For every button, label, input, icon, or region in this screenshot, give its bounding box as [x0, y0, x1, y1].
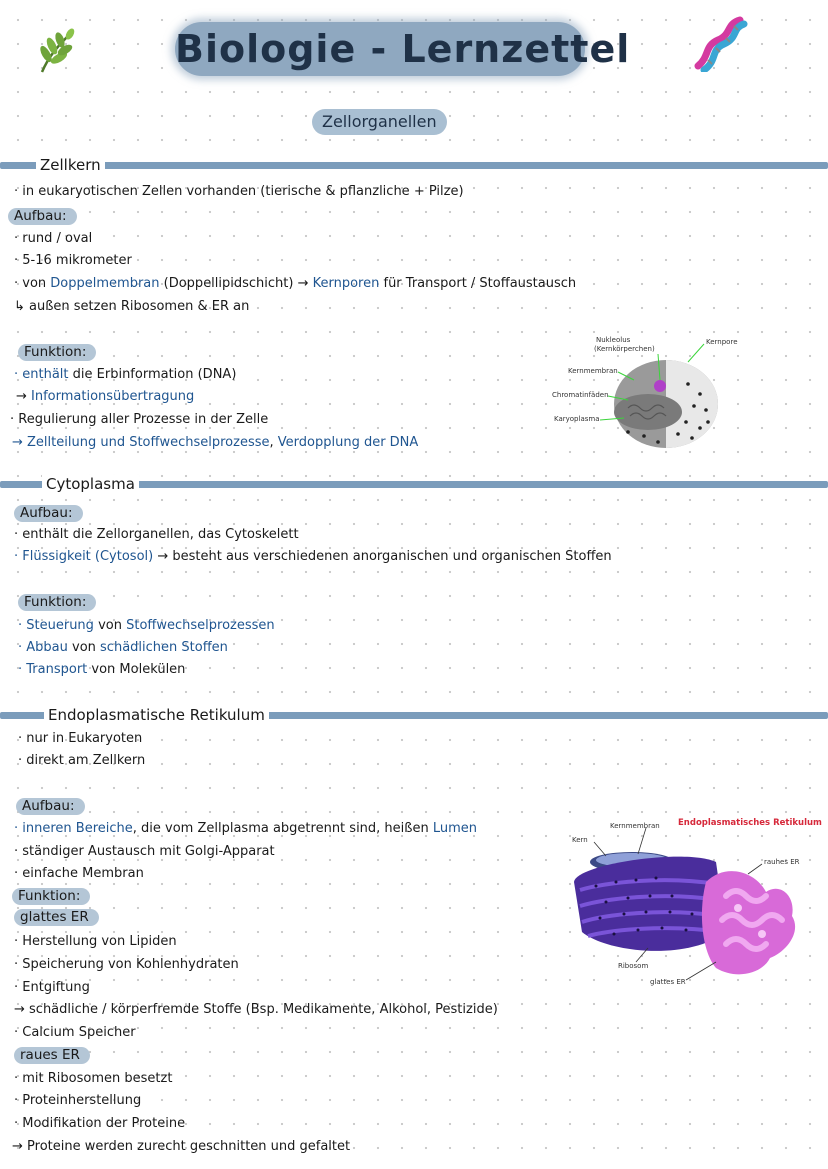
er-aufbau-item: · ständiger Austausch mit Golgi-Apparat: [14, 844, 275, 859]
zellkern-ribosomen-note: ↳ außen setzen Ribosomen & ER an: [14, 299, 250, 314]
diagram-label-kernmembran: Kernmembran: [610, 822, 660, 830]
er-glatt-item: · Calcium Speicher: [14, 1025, 136, 1040]
zellkern-intro: · in eukaryotischen Zellen vorhanden (tierische & pflanzliche + Pilze): [14, 184, 464, 199]
zellkern-funktion-item: · Regulierung aller Prozesse in der Zelle: [10, 412, 269, 427]
diagram-label-ribosom: Ribosom: [618, 962, 649, 970]
er-rau-item: · mit Ribosomen besetzt: [14, 1071, 173, 1086]
zellkern-funktion-item: [12, 435, 418, 450]
zellkern-diagram: [548, 334, 748, 452]
dna-icon: [690, 16, 748, 72]
term-fluessigkeit: · Flüssigkeit (Cytosol): [14, 549, 154, 564]
er-glatt-item: → schädliche / körperfremde Stoffe (Bsp. Medikamente, Alkohol, Pestizide): [14, 1002, 498, 1017]
cytoplasma-funktion-item: [18, 618, 275, 633]
cytoplasma-funktion-item: [18, 662, 185, 677]
section-divider-zellkern: [0, 162, 828, 169]
arrow: →: [12, 435, 28, 450]
subtitle: Zellorganellen: [312, 109, 447, 135]
term-informationsuebertragung: Informationsübertragung: [31, 389, 195, 404]
er-rau-label: raues ER: [14, 1047, 90, 1064]
er-rau-item: · Modifikation der Proteine: [14, 1116, 186, 1131]
text: , die vom Zellplasma abgetrennt sind, heißen: [132, 821, 433, 836]
er-intro-item: · nur in Eukaryoten: [18, 731, 143, 746]
cytoplasma-funktion-label: Funktion:: [18, 594, 96, 611]
term-doppelmembran: Doppelmembran: [50, 276, 160, 291]
zellkern-aufbau-item: · 5-16 mikrometer: [14, 253, 132, 268]
term: schädlichen Stoffen: [100, 640, 228, 655]
zellkern-aufbau-label: Aufbau:: [8, 208, 77, 225]
term: Stoffwechselprozessen: [126, 618, 275, 633]
term-enthaelt: · enthält: [14, 367, 69, 382]
page-title: Biologie - Lernzettel: [175, 22, 585, 76]
diagram-label-chromatin: Chromatinfäden: [552, 391, 609, 399]
text: für Transport / Stoffaustausch: [379, 276, 577, 291]
term-kernporen: Kernporen: [312, 276, 380, 291]
diagram-label-glattes-er: glattes ER: [650, 978, 686, 986]
term: · Steuerung: [18, 618, 94, 633]
term-zellteilung: Zellteilung und Stoffwechselprozesse: [27, 435, 270, 450]
er-intro-item: · direkt am Zellkern: [18, 753, 146, 768]
text: (Doppellipidschicht) →: [159, 276, 313, 291]
cytoplasma-aufbau-label: Aufbau:: [14, 505, 83, 522]
leaf-icon: [32, 28, 80, 76]
diagram-label-kernmembran: Kernmembran: [568, 367, 618, 375]
text: ,: [269, 435, 278, 450]
zellkern-funktion-item: [14, 367, 236, 382]
text: die Erbinformation (DNA): [68, 367, 237, 382]
er-funktion-label: Funktion:: [12, 888, 90, 905]
diagram-label-kernkoerperchen: (Kernkörperchen): [594, 345, 655, 353]
text: von: [67, 640, 101, 655]
section-heading-zellkern: Zellkern: [36, 156, 105, 174]
diagram-label-rauhes-er: rauhes ER: [764, 858, 800, 866]
cytoplasma-aufbau-item: [14, 549, 612, 564]
cytoplasma-funktion-item: [18, 640, 228, 655]
arrow: →: [16, 389, 32, 404]
diagram-label-kernpore: Kernpore: [706, 338, 738, 346]
term-verdopplung: Verdopplung der DNA: [277, 435, 419, 450]
zellkern-membran-line: [14, 276, 576, 291]
cytoplasma-aufbau-item: · enthält die Zellorganellen, das Cytoskelett: [14, 527, 299, 542]
er-aufbau-item: · einfache Membran: [14, 866, 144, 881]
zellkern-funktion-item: [16, 389, 194, 404]
term-innere-bereiche: · inneren Bereiche: [14, 821, 133, 836]
text: von Molekülen: [87, 662, 186, 677]
zellkern-funktion-label: Funktion:: [18, 344, 96, 361]
er-glatt-item: · Speicherung von Kohlenhydraten: [14, 957, 239, 972]
diagram-label-kern: Kern: [572, 836, 588, 844]
term-lumen: Lumen: [432, 821, 477, 836]
zellkern-aufbau-item: · rund / oval: [14, 231, 93, 246]
diagram-title-er: Endoplasmatisches Retikulum: [678, 818, 822, 828]
section-heading-cytoplasma: Cytoplasma: [42, 475, 139, 493]
diagram-label-nukleolus: Nukleolus: [596, 336, 631, 344]
diagram-label-karyoplasma: Karyoplasma: [554, 415, 600, 423]
er-glatt-item: · Entgiftung: [14, 980, 90, 995]
section-heading-er: Endoplasmatische Retikulum: [44, 706, 269, 724]
er-rau-item: → Proteine werden zurecht geschnitten und gefaltet: [12, 1139, 351, 1154]
er-rau-item: · Proteinherstellung: [14, 1093, 142, 1108]
text: · von: [14, 276, 51, 291]
text: von: [93, 618, 127, 633]
er-diagram: [566, 812, 822, 994]
er-aufbau-label: Aufbau:: [16, 798, 85, 815]
er-aufbau-item: [14, 821, 477, 836]
text: → besteht aus verschiedenen anorganischen und organischen Stoffen: [153, 549, 612, 564]
term: · Abbau: [18, 640, 68, 655]
term: · Transport: [18, 662, 88, 677]
er-glatt-item: · Herstellung von Lipiden: [14, 934, 177, 949]
er-glatt-label: glattes ER: [14, 909, 99, 926]
